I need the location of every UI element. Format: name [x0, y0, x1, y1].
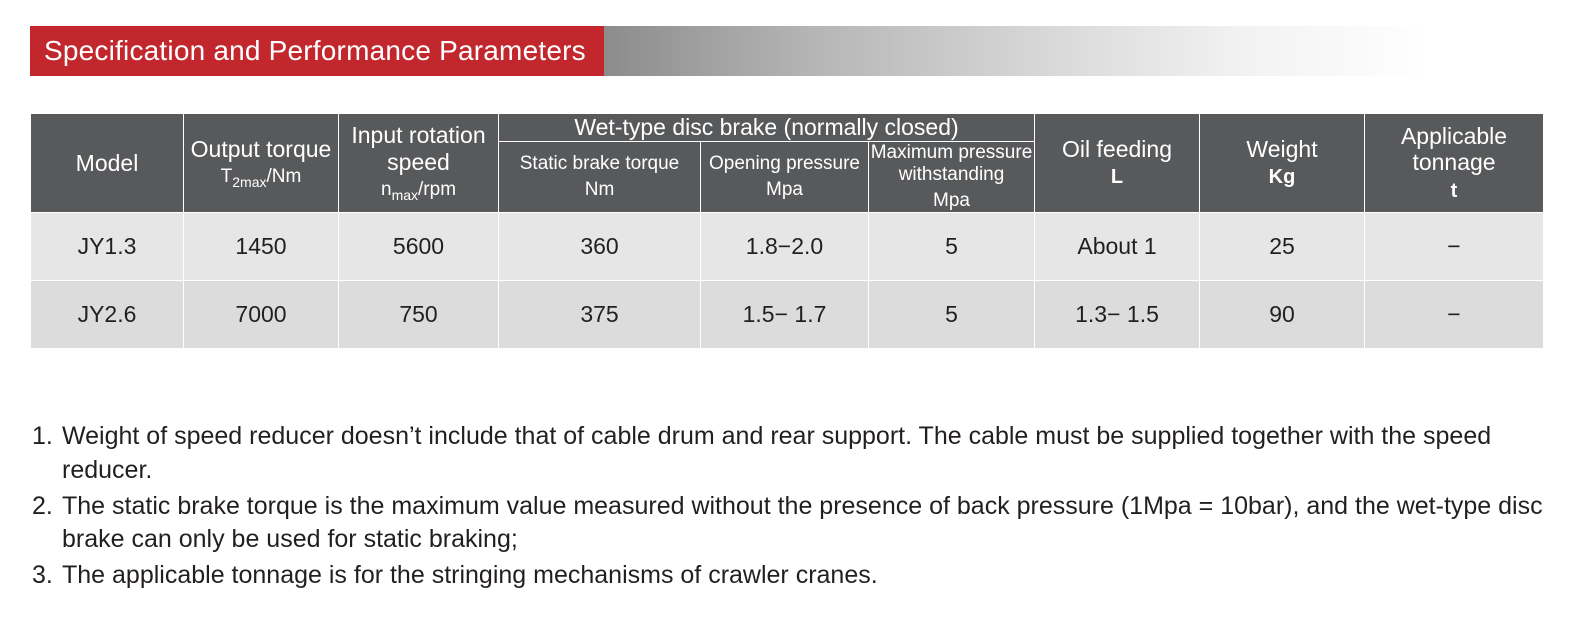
cell-model: JY2.6 [31, 280, 184, 348]
cell-opening-pressure: 1.8−2.0 [701, 212, 869, 280]
list-item [32, 420, 1552, 488]
cell-applicable-tonnage: − [1365, 280, 1544, 348]
header-max-pressure-label: Maximum pressure withstanding [870, 142, 1033, 185]
header-input-speed-unit: $n_{max}$/rpm [380, 179, 457, 204]
table-row [31, 280, 1544, 348]
cell-max-pressure: 5 [869, 280, 1035, 348]
header-opening-pressure [701, 142, 869, 213]
note-number: 3. [32, 561, 53, 589]
header-output-torque-label: Output torque [190, 135, 332, 162]
note-text: The static brake torque is the maximum value measured without the presence of back pressure (1Mpa = 10bar), and the wet-type disc brake can only be used for static braking; [62, 491, 1543, 554]
cell-applicable-tonnage: − [1365, 212, 1544, 280]
cell-model: JY1.3 [31, 212, 184, 280]
header-max-pressure-withstanding [869, 142, 1035, 213]
header-oil-feeding-label: Oil feeding [1062, 136, 1172, 163]
section-banner [30, 26, 1543, 76]
cell-output-torque: 1450 [184, 212, 339, 280]
table-header [31, 114, 1544, 213]
header-output-torque [184, 114, 339, 213]
cell-weight: 90 [1200, 280, 1365, 348]
note-text: The applicable tonnage is for the stringing mechanisms of crawler cranes. [62, 561, 878, 589]
list-item [32, 559, 1552, 593]
cell-input-speed: 5600 [339, 212, 499, 280]
cell-weight: 25 [1200, 212, 1365, 280]
header-opening-pressure-label: Opening pressure [708, 152, 861, 174]
banner-gradient-bar [604, 26, 1543, 76]
note-number: 1. [32, 422, 53, 450]
header-wet-type-disc-brake-group: Wet-type disc brake (normally closed) [499, 114, 1035, 142]
notes-list [32, 420, 1552, 595]
header-weight-label: Weight [1246, 136, 1318, 163]
cell-static-brake-torque: 360 [499, 212, 701, 280]
header-applicable-tonnage-unit: t [1450, 179, 1458, 202]
cell-oil-feeding: About 1 [1035, 212, 1200, 280]
note-text: Weight of speed reducer doesn’t include that of cable drum and rear support. The cable must be supplied together with the speed reducer. [62, 422, 1492, 484]
cell-input-speed: 750 [339, 280, 499, 348]
header-applicable-tonnage-label: Applicable tonnage [1400, 122, 1508, 176]
cell-max-pressure: 5 [869, 212, 1035, 280]
cell-oil-feeding: 1.3− 1.5 [1035, 280, 1200, 348]
specification-table [30, 113, 1544, 349]
header-static-brake-torque-label: Static brake torque [519, 152, 680, 174]
list-item [32, 490, 1552, 558]
header-max-pressure-unit: Mpa [933, 189, 970, 211]
cell-static-brake-torque: 375 [499, 280, 701, 348]
header-weight [1200, 114, 1365, 213]
header-input-speed-label: Input rotation speed [351, 122, 486, 175]
table-row [31, 212, 1544, 280]
header-static-brake-torque [499, 142, 701, 213]
table-body [31, 212, 1544, 348]
table-header-row-1 [31, 114, 1544, 142]
cell-output-torque: 7000 [184, 280, 339, 348]
header-output-torque-unit: $T_{2max}/Nm$ [220, 166, 302, 190]
header-applicable-tonnage [1365, 114, 1544, 213]
header-weight-unit: Kg [1268, 166, 1296, 189]
header-oil-feeding [1035, 114, 1200, 213]
header-oil-feeding-unit: L [1110, 166, 1124, 189]
cell-opening-pressure: 1.5− 1.7 [701, 280, 869, 348]
header-opening-pressure-unit: Mpa [766, 178, 803, 200]
header-model: Model [31, 114, 184, 213]
header-static-brake-torque-unit: Nm [584, 178, 615, 200]
page-title: Specification and Performance Parameters [30, 26, 604, 76]
header-input-rotation-speed [339, 114, 499, 213]
note-number: 2. [32, 491, 53, 520]
